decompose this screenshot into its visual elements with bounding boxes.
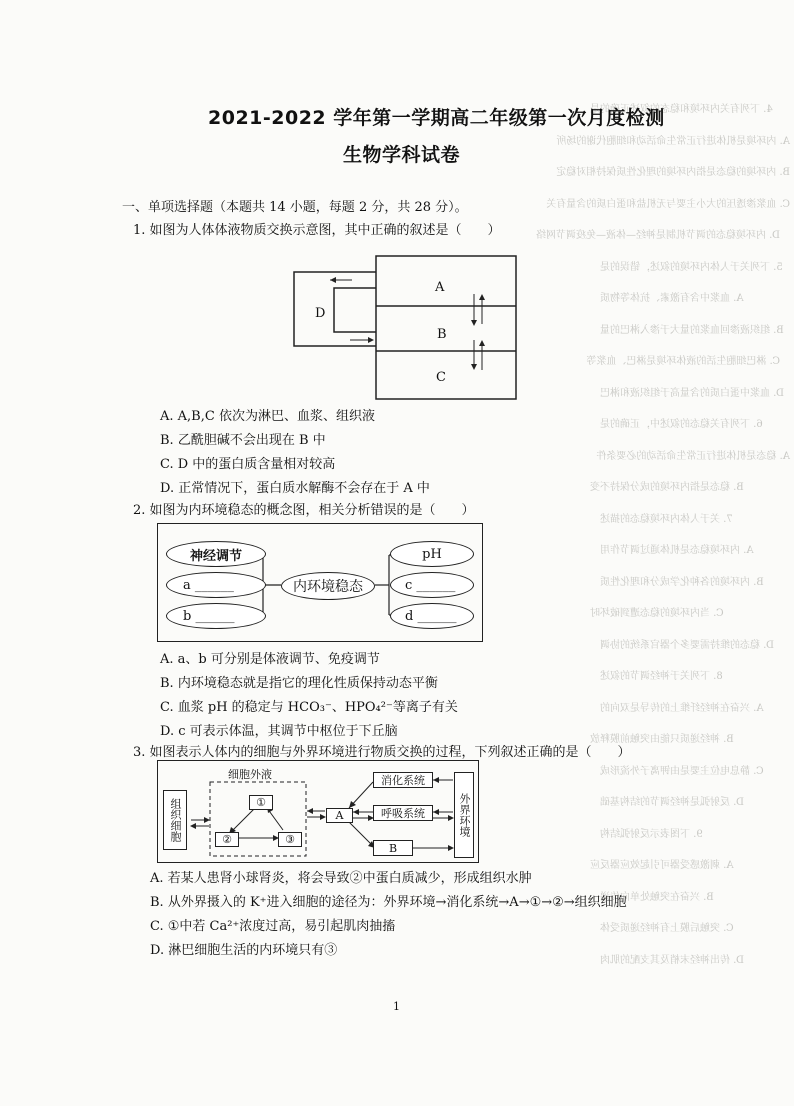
bleed-line: 8. 下列关于神经调节的叙述 <box>600 671 723 682</box>
q3-option-b[interactable]: B. 从外界摄入的 K⁺进入细胞的途径为：外界环境→消化系统→A→①→②→组织细胞 <box>150 895 627 910</box>
q2-oval-ph: pH <box>390 541 474 567</box>
q1-option-b[interactable]: B. 乙酰胆碱不会出现在 B 中 <box>160 433 326 448</box>
bleed-line: B. 组织液渗回血浆的量大于渗入淋巴的量 <box>600 324 784 336</box>
q1-option-c[interactable]: C. D 中的蛋白质含量相对较高 <box>160 457 336 472</box>
q3-digestive-system: 消化系统 <box>373 772 433 788</box>
q2-option-c[interactable]: C. 血浆 pH 的稳定与 HCO₃⁻、HPO₄²⁻等离子有关 <box>160 700 458 715</box>
bleed-line: C. 静息电位主要是由钾离子外流形成 <box>600 765 764 777</box>
q1-label-b: B <box>437 327 447 342</box>
q3-node-3: ③ <box>278 832 302 847</box>
q3-respiratory-system: 呼吸系统 <box>373 805 433 821</box>
q2-oval-center: 内环境稳态 <box>281 572 375 600</box>
bleed-line: C. 淋巴细胞生活的液体环境是淋巴、血浆等 <box>586 356 780 367</box>
q1-label-d: D <box>315 306 326 321</box>
q3-tissue-cell: 组织细胞 <box>163 790 187 850</box>
question-3-stem: 3. 如图表示人体内的细胞与外界环境进行物质交换的过程，下列叙述正确的是（ ） <box>133 745 631 760</box>
bleed-line: A. 刺激感受器可引起效应器反应 <box>590 860 734 871</box>
bleed-line: B. 稳态是指内环境的成分保持不变 <box>590 482 744 493</box>
q1-label-c: C <box>436 370 446 385</box>
q1-diagram-lines <box>290 250 520 402</box>
q3-option-d[interactable]: D. 淋巴细胞生活的内环境只有③ <box>150 943 338 958</box>
q3-option-c[interactable]: C. ①中若 Ca²⁺浓度过高，易引起肌肉抽搐 <box>150 919 396 934</box>
q1-option-a[interactable]: A. A,B,C 依次为淋巴、血浆、组织液 <box>160 409 375 424</box>
bleed-line: D. 传出神经末梢及其支配的肌肉 <box>600 954 745 966</box>
q3-node-b: B <box>373 840 413 856</box>
bleed-line: A. 内环境稳态是机体通过调节作用 <box>600 545 754 556</box>
q1-option-d[interactable]: D. 正常情况下，蛋白质水解酶不会存在于 A 中 <box>160 481 430 496</box>
bleed-line: D. 反射弧是神经调节的结构基础 <box>600 797 745 808</box>
page-title: 2021-2022 学年第一学期高二年级第一次月度检测 <box>208 107 665 129</box>
bleed-line: 7. 关于人体内环境稳态的描述 <box>600 513 733 525</box>
bleed-line: 6. 下列有关稳态的叙述中，正确的是 <box>600 419 763 430</box>
bleed-line: 5. 下列关于人体内环境的叙述，错误的是 <box>600 261 783 273</box>
q3-node-1: ① <box>249 795 273 810</box>
question-1-stem: 1. 如图为人体体液物质交换示意图，其中正确的叙述是（ ） <box>133 223 501 238</box>
q2-oval-c: c ______ <box>390 572 474 598</box>
q2-option-a[interactable]: A. a、b 可分别是体液调节、免疫调节 <box>160 652 380 667</box>
q2-oval-b: b ______ <box>166 603 266 629</box>
q1-label-a: A <box>435 280 445 295</box>
bleed-line: C. 血浆渗透压的大小主要与无机盐和蛋白质的含量有关 <box>546 198 790 210</box>
question-2-stem: 2. 如图为内环境稳态的概念图，相关分析错误的是（ ） <box>133 503 475 518</box>
bleed-line: A. 内环境是机体进行正常生命活动和细胞代谢的场所 <box>556 135 790 147</box>
bleed-line: C. 当内环境的稳态遭到破坏时 <box>590 608 724 619</box>
q3-node-2: ② <box>215 832 239 847</box>
bleed-line: 4. 下列有关内环境和稳态的叙述正确的是 <box>590 104 773 115</box>
bleed-line: 9. 下图表示反射弧结构 <box>600 828 703 840</box>
bleed-line: B. 内环境的各种化学成分和理化性质 <box>600 576 764 588</box>
q2-oval-neural: 神经调节 <box>166 541 266 567</box>
bleed-line: C. 突触后膜上有神经递质受体 <box>600 923 734 934</box>
bleed-line: D. 内环境稳态的调节机制是神经—体液—免疫调节网络 <box>535 230 780 241</box>
page-subtitle: 生物学科试卷 <box>343 144 461 166</box>
q3-ecf-label: 细胞外液 <box>228 768 272 781</box>
bleed-line: D. 稳态的维持需要多个器官系统的协调 <box>600 639 775 651</box>
q2-oval-d: d ______ <box>390 603 474 629</box>
bleed-line: A. 兴奋在神经纤维上的传导是双向的 <box>600 702 764 714</box>
bleed-line: A. 稳态是机体进行正常生命活动的必要条件 <box>596 450 790 462</box>
bleed-line: D. 血浆中蛋白质的含量高于组织液和淋巴 <box>600 387 785 399</box>
bleed-line: B. 内环境的稳态是指内环境的理化性质保持相对稳定 <box>556 167 790 178</box>
q2-oval-a: a ______ <box>166 572 266 598</box>
section-heading: 一、单项选择题（本题共 14 小题，每题 2 分，共 28 分）。 <box>122 200 468 215</box>
bleed-line: B. 神经递质只能由突触前膜释放 <box>590 734 734 745</box>
q2-option-d[interactable]: D. c 可表示体温，其调节中枢位于下丘脑 <box>160 724 398 739</box>
q2-option-b[interactable]: B. 内环境稳态就是指它的理化性质保持动态平衡 <box>160 676 438 691</box>
bleed-line: B. 兴奋在突触处单向传递 <box>600 891 714 903</box>
bleed-line: A. 血浆中含有激素、抗体等物质 <box>600 293 744 304</box>
page-number: 1 <box>393 1000 400 1013</box>
q3-outside-environment: 外界环境 <box>454 772 474 858</box>
q3-node-a: A <box>326 808 353 823</box>
q3-option-a[interactable]: A. 若某人患肾小球肾炎，将会导致②中蛋白质减少，形成组织水肿 <box>150 871 532 886</box>
